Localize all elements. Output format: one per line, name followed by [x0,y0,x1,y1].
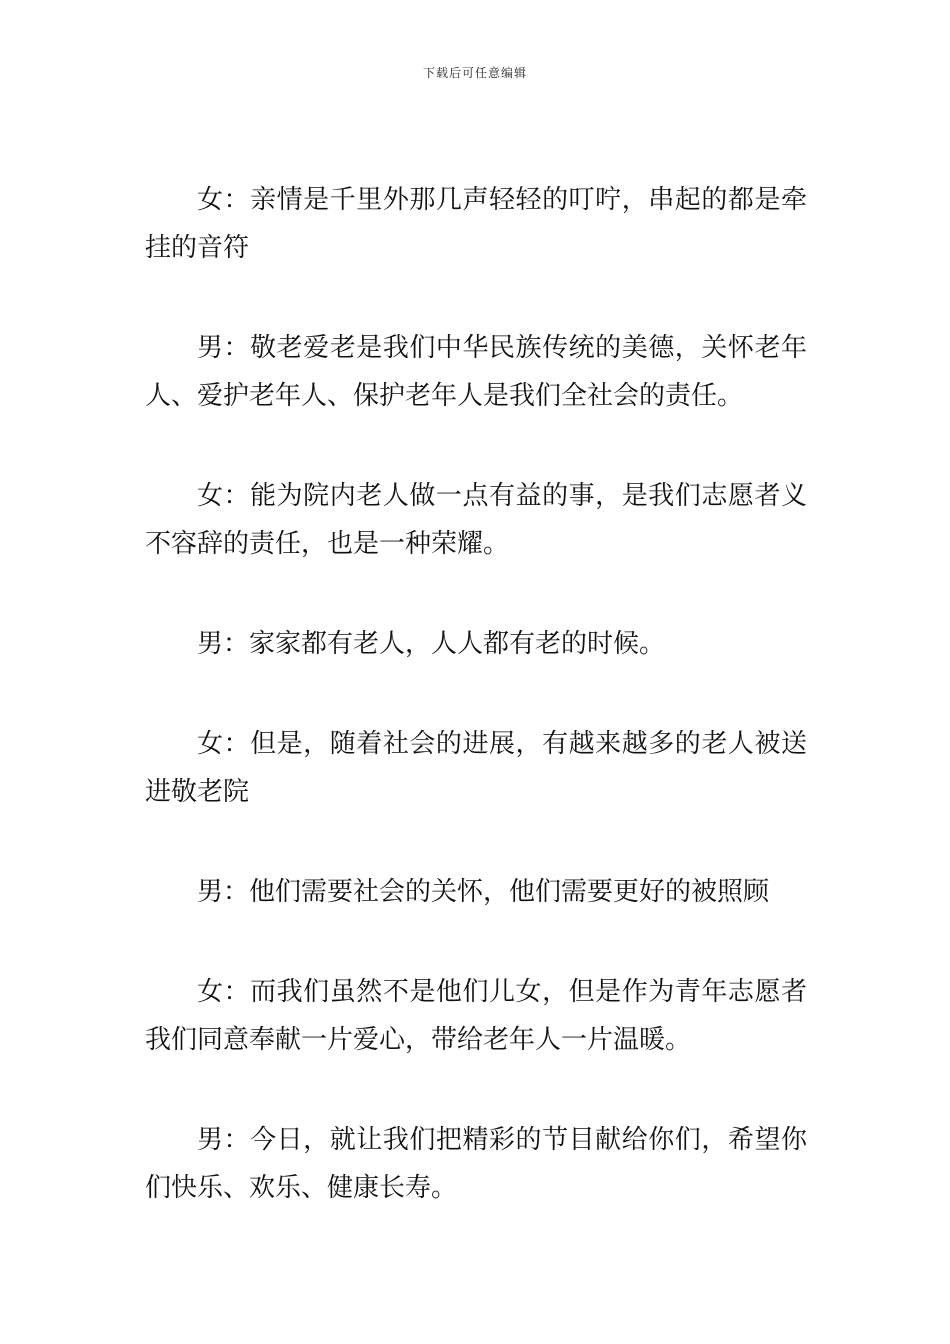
dialogue-line-4: 男：家家都有老人，人人都有老的时候。 [197,629,666,659]
document-body [145,176,807,1264]
dialogue-line-8: 男：今日，就让我们把精彩的节目献给你们，希望你们快乐、欢乐、健康长寿。 [145,1125,807,1203]
dialogue-line-7: 女：而我们虽然不是他们儿女，但是作为青年志愿者我们同意奉献一片爱心，带给老年人一片温暖。 [145,977,807,1055]
dialogue-line-3: 女：能为院内老人做一点有益的事，是我们志愿者义不容辞的责任，也是一种荣耀。 [145,481,807,559]
dialogue-line-1: 女：亲情是千里外那几声轻轻的叮咛，串起的都是牵挂的音符 [145,185,807,263]
dialogue-line-5: 女：但是，随着社会的进展，有越来越多的老人被送进敬老院 [145,729,807,807]
page-header: 下载后可任意编辑 [422,66,527,80]
dialogue-line-6: 男：他们需要社会的关怀，他们需要更好的被照顾 [197,877,770,907]
dialogue-line-2: 男：敬老爱老是我们中华民族传统的美德，关怀老年人、爱护老年人、保护老年人是我们全社会的责任。 [145,333,807,411]
